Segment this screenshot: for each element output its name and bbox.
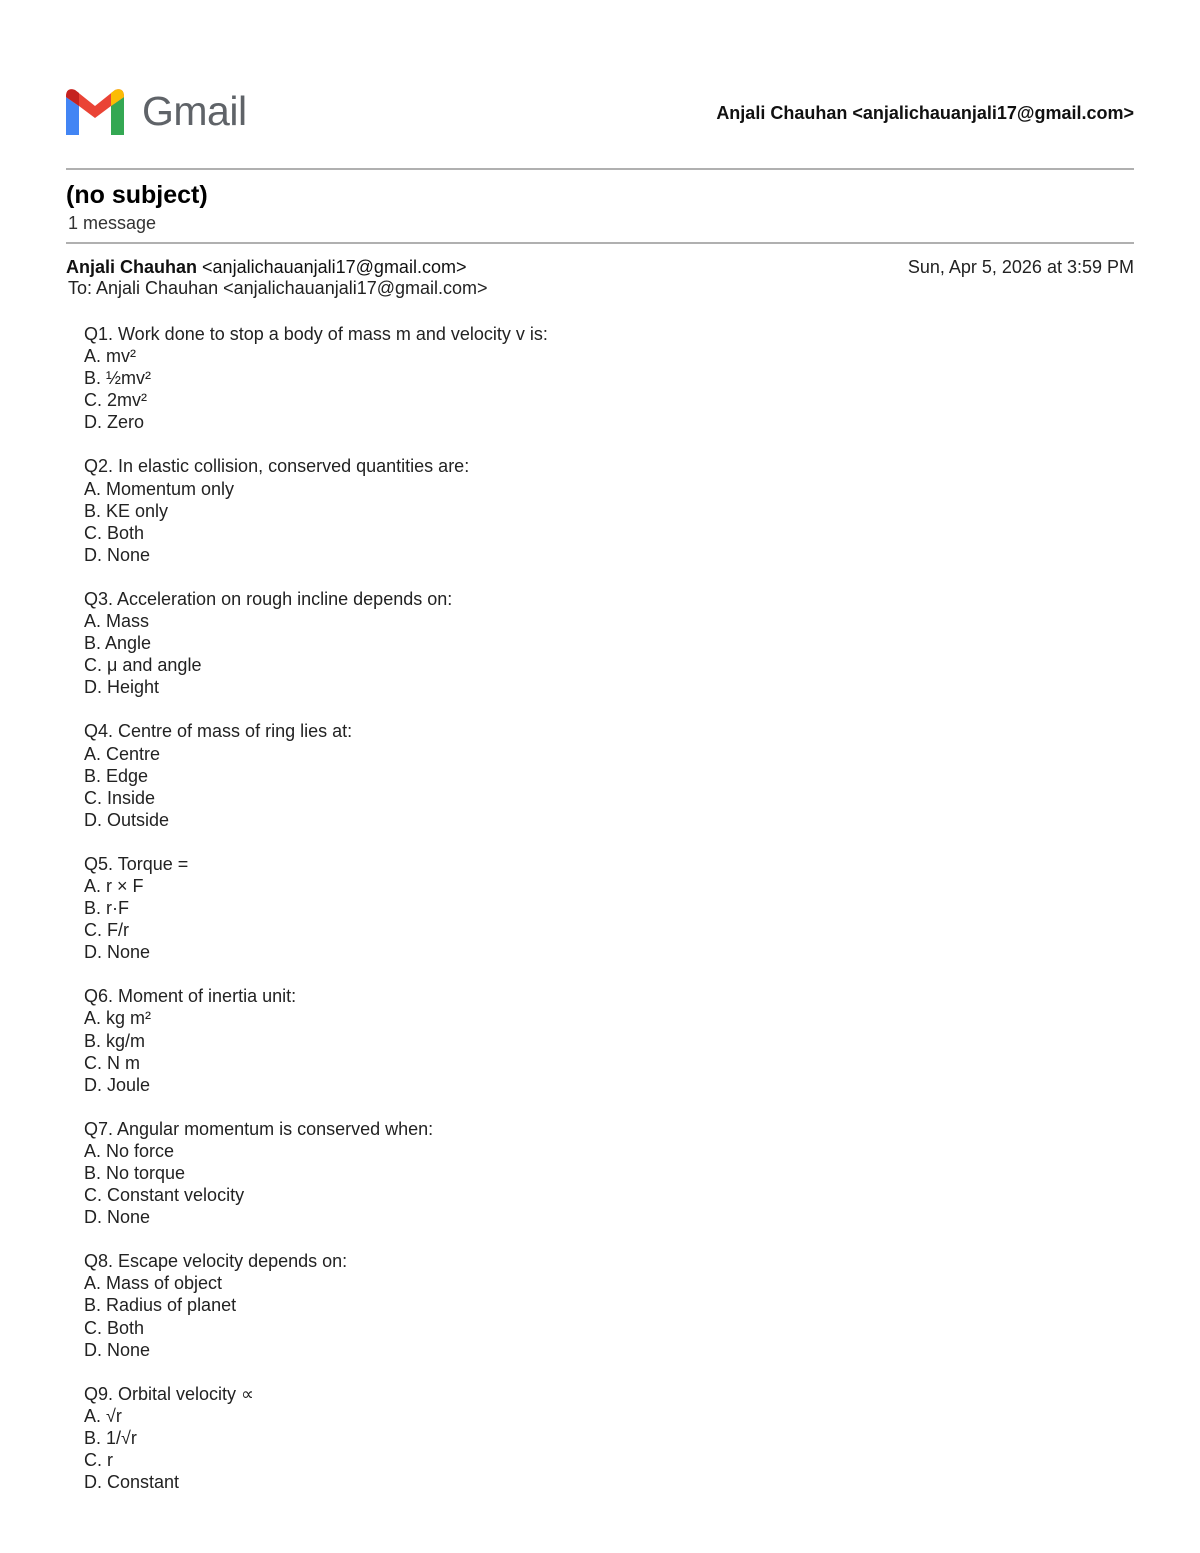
answer-option: B. Angle xyxy=(84,633,152,654)
divider-message xyxy=(66,242,1134,244)
answer-option: A. mv² xyxy=(84,346,136,367)
question-text: Q2. In elastic collision, conserved quantities are: xyxy=(84,456,470,477)
thread-subject: (no subject) xyxy=(66,181,208,209)
answer-option: B. No torque xyxy=(84,1163,186,1183)
question-text: Q4. Centre of mass of ring lies at: xyxy=(84,721,353,742)
answer-option: C. r xyxy=(84,1450,113,1471)
answer-option: C. Both xyxy=(84,1317,145,1338)
print-header xyxy=(66,86,1134,136)
answer-option: A. r × F xyxy=(84,875,144,896)
answer-option: D. Joule xyxy=(84,1074,151,1095)
answer-option: A. kg m² xyxy=(84,1008,152,1029)
answer-option: C. F/r xyxy=(84,920,129,941)
answer-option: D. None xyxy=(84,544,151,565)
question-block xyxy=(84,455,548,565)
question-text: Q7. Angular momentum is conserved when: xyxy=(84,1118,434,1139)
account-label: Anjali Chauhan <anjalichauanjali17@gmail.com> xyxy=(716,103,1134,123)
answer-option: A. Momentum only xyxy=(84,478,235,499)
answer-option: A. Centre xyxy=(84,743,161,764)
answer-option: B. KE only xyxy=(84,500,169,521)
question-text: Q3. Acceleration on rough incline depends on: xyxy=(84,588,453,609)
question-text: Q6. Moment of inertia unit: xyxy=(84,986,297,1007)
question-block xyxy=(84,1250,548,1360)
gmail-wordmark: Gmail xyxy=(142,88,247,134)
question-block xyxy=(84,1383,548,1493)
answer-option: A. √r xyxy=(84,1405,122,1426)
gmail-m-icon xyxy=(66,89,124,135)
question-text: Q5. Torque = xyxy=(84,853,189,874)
answer-option: C. N m xyxy=(84,1052,140,1073)
question-block xyxy=(84,323,548,433)
answer-option: D. None xyxy=(84,1339,151,1360)
gmail-logo xyxy=(66,88,247,135)
question-block xyxy=(84,588,548,698)
answer-option: C. 2mv² xyxy=(84,390,147,411)
sender-name: Anjali Chauhan xyxy=(66,257,198,277)
message-date: Sun, Apr 5, 2026 at 3:59 PM xyxy=(907,257,1134,277)
question-text: Q1. Work done to stop a body of mass m and velocity v is: xyxy=(84,324,548,344)
answer-option: B. kg/m xyxy=(84,1030,146,1051)
answer-option: D. None xyxy=(84,942,151,963)
question-block xyxy=(84,985,548,1095)
divider-top xyxy=(66,168,1134,170)
sender-line xyxy=(66,257,466,278)
question-text: Q8. Escape velocity depends on: xyxy=(84,1251,348,1272)
answer-option: B. Edge xyxy=(84,765,149,786)
answer-option: D. Constant xyxy=(84,1472,180,1493)
answer-option: B. 1/√r xyxy=(84,1427,137,1448)
sender-email: <anjalichauanjali17@gmail.com> xyxy=(202,257,467,277)
answer-option: A. Mass of object xyxy=(84,1273,223,1294)
answer-option: D. Height xyxy=(84,677,160,698)
answer-option: C. Inside xyxy=(84,787,156,808)
answer-option: C. Constant velocity xyxy=(84,1185,245,1206)
answer-option: C. μ and angle xyxy=(84,655,202,676)
answer-option: B. r·F xyxy=(84,898,129,919)
question-block xyxy=(84,853,548,963)
answer-option: B. ½mv² xyxy=(84,368,152,389)
answer-option: D. None xyxy=(84,1207,151,1228)
recipient-line: To: Anjali Chauhan <anjalichauanjali17@gmail.com> xyxy=(68,278,488,298)
answer-option: B. Radius of planet xyxy=(84,1295,237,1316)
question-block xyxy=(84,1118,548,1228)
answer-option: A. No force xyxy=(84,1140,175,1161)
answer-option: C. Both xyxy=(84,522,145,543)
message-count: 1 message xyxy=(68,213,157,233)
answer-option: D. Outside xyxy=(84,809,170,830)
question-text: Q9. Orbital velocity ∝ xyxy=(84,1383,254,1404)
answer-option: D. Zero xyxy=(84,412,145,433)
message-body xyxy=(84,323,548,1515)
answer-option: A. Mass xyxy=(84,611,150,632)
question-block xyxy=(84,720,548,830)
